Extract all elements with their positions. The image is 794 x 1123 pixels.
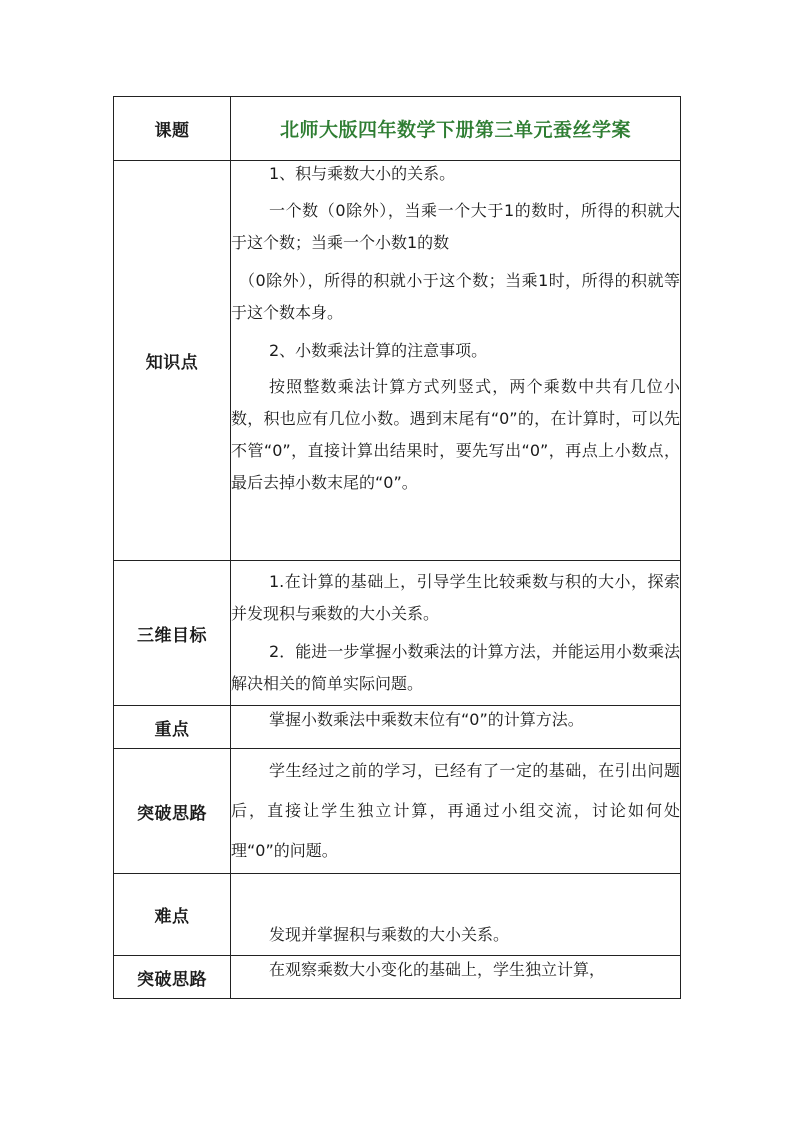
document-title: 北师大版四年数学下册第三单元蚕丝学案 xyxy=(231,97,681,161)
label-difficulty: 难点 xyxy=(114,874,231,956)
label-key-point: 重点 xyxy=(114,706,231,749)
lesson-plan-table xyxy=(113,96,681,999)
knowledge-para-4: 2、小数乘法计算的注意事项。 xyxy=(269,341,488,360)
approach-2-text: 在观察乘数大小变化的基础上，学生独立计算， xyxy=(269,960,606,979)
knowledge-content xyxy=(231,161,681,561)
row-title xyxy=(114,97,681,161)
key-point-text: 掌握小数乘法中乘数末位有“0”的计算方法。 xyxy=(269,710,584,729)
knowledge-para-1: 1、积与乘数大小的关系。 xyxy=(269,164,456,183)
row-approach-1 xyxy=(114,749,681,874)
key-point-content xyxy=(231,706,681,749)
difficulty-content xyxy=(231,874,681,956)
row-approach-2 xyxy=(114,956,681,999)
knowledge-para-5: 按照整数乘法计算方式列竖式，两个乘数中共有几位小数，积也应有几位小数。遇到末尾有“0”的，在计算时，可以先不管“0”，直接计算出结果时，要先写出“0”，再点上小数点，最后去掉小数末尾的“0”。 xyxy=(231,377,680,492)
approach-1-content xyxy=(231,749,681,874)
row-key-point xyxy=(114,706,681,749)
label-three-dimensional-goals: 三维目标 xyxy=(114,561,231,706)
knowledge-para-2: 一个数（0除外），当乘一个大于1的数时，所得的积就大于这个数；当乘一个小数1的数 xyxy=(231,201,680,252)
knowledge-para-3: （0除外），所得的积就小于这个数；当乘1时，所得的积就等于这个数本身。 xyxy=(231,271,680,322)
label-topic: 课题 xyxy=(114,97,231,161)
goals-para-1: 1.在计算的基础上，引导学生比较乘数与积的大小，探索并发现积与乘数的大小关系。 xyxy=(231,572,680,623)
row-goals xyxy=(114,561,681,706)
label-breakthrough-1: 突破思路 xyxy=(114,749,231,874)
row-difficulty xyxy=(114,874,681,956)
label-breakthrough-2: 突破思路 xyxy=(114,956,231,999)
difficulty-text: 发现并掌握积与乘数的大小关系。 xyxy=(269,925,510,944)
approach-2-content xyxy=(231,956,681,999)
approach-1-text: 学生经过之前的学习，已经有了一定的基础，在引出问题后，直接让学生独立计算，再通过小组交流，讨论如何处理“0”的问题。 xyxy=(231,761,680,860)
goals-para-2: 2．能进一步掌握小数乘法的计算方法，并能运用小数乘法解决相关的简单实际问题。 xyxy=(231,642,680,693)
row-knowledge xyxy=(114,161,681,561)
goals-content xyxy=(231,561,681,706)
label-knowledge-points: 知识点 xyxy=(114,161,231,561)
